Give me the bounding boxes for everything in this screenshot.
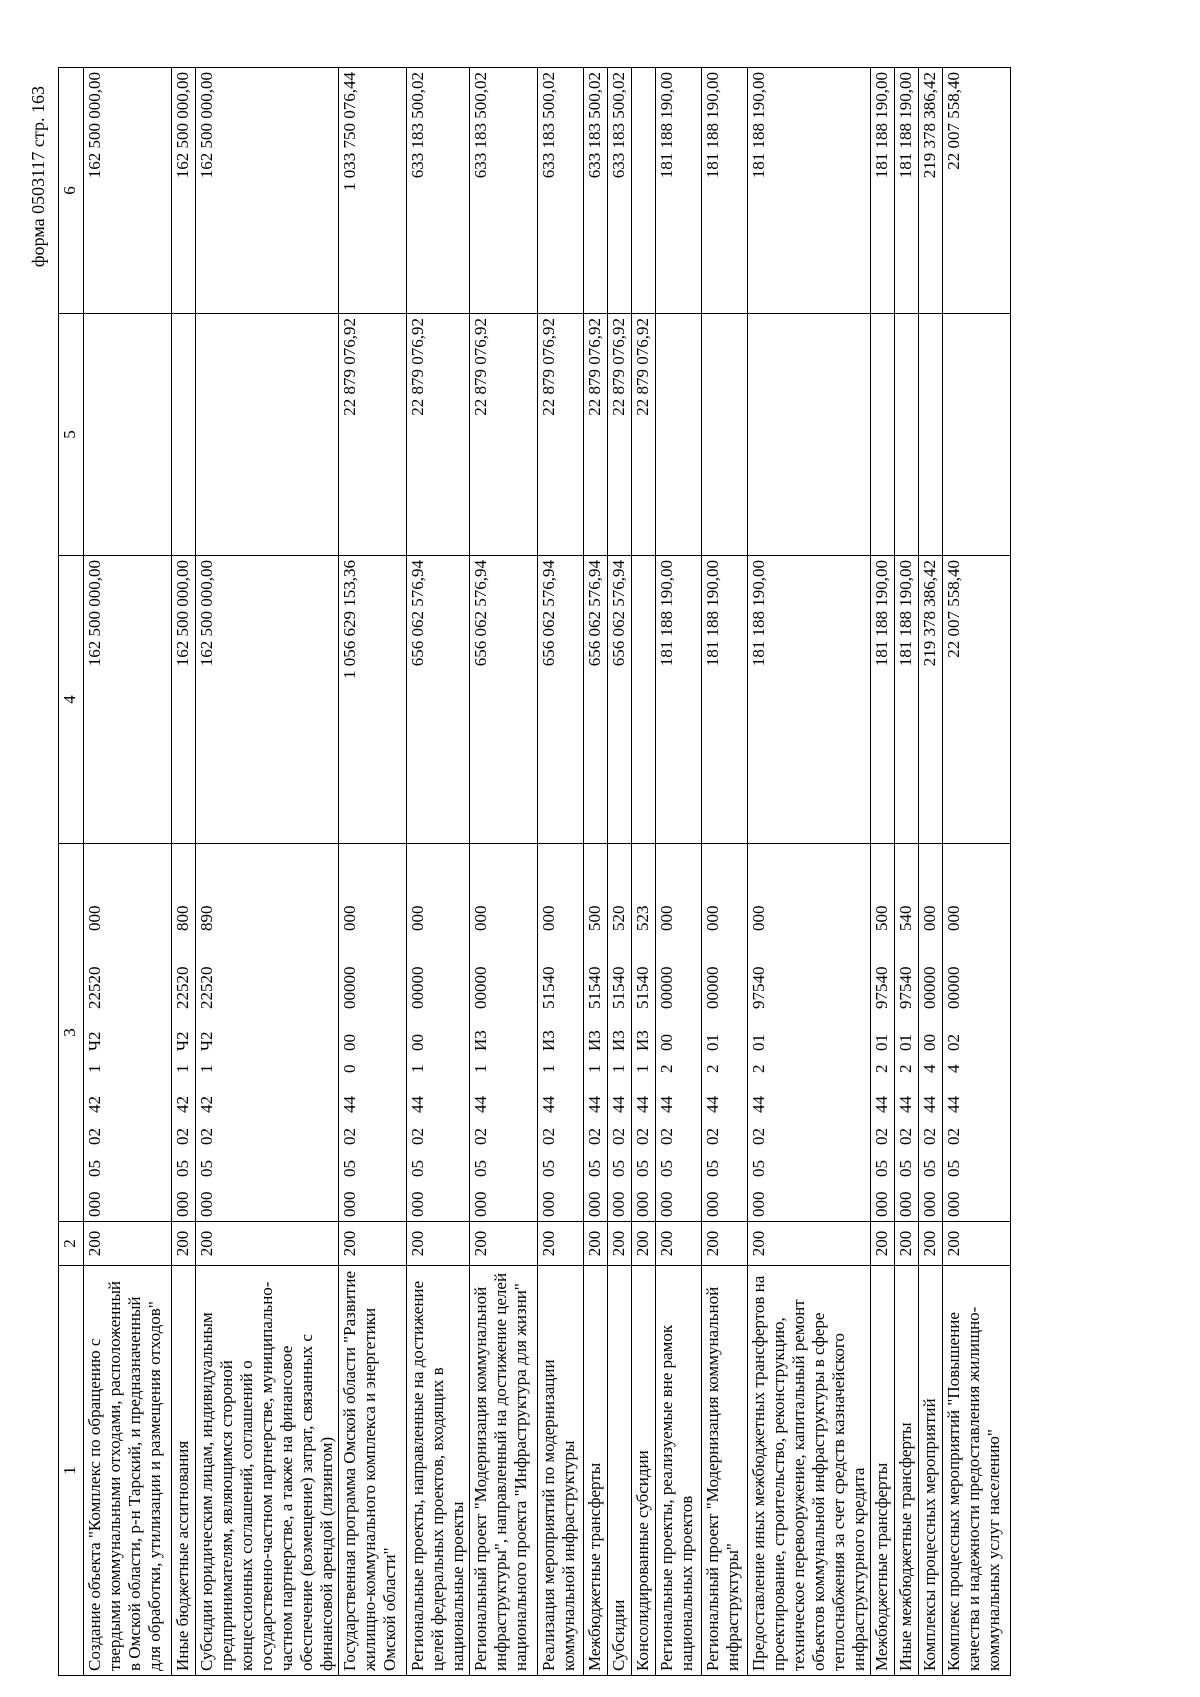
classification-code-cell <box>871 844 895 1222</box>
code-part: 02 <box>657 1128 676 1145</box>
code-part: 2 <box>749 1064 768 1073</box>
code-part: 000 <box>539 1191 558 1217</box>
row-name-cell: Иные бюджетные ассигнования <box>172 1266 196 1676</box>
code-part: 01 <box>872 1034 891 1051</box>
form-header: форма 0503117 стр. 163 <box>28 86 48 268</box>
line-code-cell: 200 <box>919 1222 943 1266</box>
approved-amount-cell: 181 188 190,00 <box>748 556 871 844</box>
code-part: 05 <box>539 1160 558 1177</box>
line-code-cell: 200 <box>656 1222 702 1266</box>
code-part: 44 <box>920 1096 939 1113</box>
classification-code-cell <box>84 844 172 1222</box>
code-part: 1 <box>471 1064 490 1073</box>
table-row <box>656 68 702 1676</box>
row-name-cell: Комплексы процессных мероприятий <box>919 1266 943 1676</box>
code-part: 51540 <box>633 966 652 1009</box>
executed-amount-cell: 219 378 386,42 <box>919 68 943 314</box>
code-part: 05 <box>944 1160 963 1177</box>
separate-amount-cell: 22 879 076,92 <box>632 314 656 556</box>
report-page <box>20 66 1070 1676</box>
code-part: 520 <box>609 905 628 931</box>
row-name-cell: Региональные проекты, направленные на достижение целей федеральных проектов, входящих в национальные проекты <box>407 1266 470 1676</box>
table-row <box>172 68 196 1676</box>
line-code-cell: 200 <box>748 1222 871 1266</box>
code-part: 44 <box>539 1096 558 1113</box>
code-part: 22520 <box>197 966 216 1009</box>
table-row <box>84 68 172 1676</box>
row-name-cell: Создание объекта "Комплекс по обращению с твердыми коммунальными отходами, расположенный в Омской области, р-н Тарский, и предназначенный для обработки, утилизации и размещения отходов" <box>84 1266 172 1676</box>
classification-code-cell <box>895 844 919 1222</box>
code-part: 2 <box>657 1064 676 1073</box>
code-part: 1 <box>633 1064 652 1073</box>
code-part: 1 <box>609 1064 628 1073</box>
code-part: 000 <box>408 1191 427 1217</box>
classification-code-cell <box>407 844 470 1222</box>
classification-code-cell <box>538 844 584 1222</box>
separate-amount-cell: 22 879 076,92 <box>339 314 407 556</box>
approved-amount-cell: 162 500 000,00 <box>84 556 172 844</box>
code-part: 05 <box>609 1160 628 1177</box>
approved-amount-cell: 656 062 576,94 <box>584 556 608 844</box>
code-part: 000 <box>657 905 676 931</box>
classification-code-cell <box>584 844 608 1222</box>
code-part: 01 <box>896 1034 915 1051</box>
code-part: И3 <box>633 1030 652 1051</box>
code-part: 1 <box>408 1064 427 1073</box>
code-part: 02 <box>633 1128 652 1145</box>
classification-code-cell <box>919 844 943 1222</box>
line-code-cell: 200 <box>943 1222 1011 1266</box>
code-part: 000 <box>896 1191 915 1217</box>
executed-amount-cell: 633 183 500,02 <box>584 68 608 314</box>
code-part: И3 <box>471 1030 490 1051</box>
code-part: 00000 <box>408 966 427 1009</box>
code-part: 00 <box>408 1034 427 1051</box>
code-part: 000 <box>657 1191 676 1217</box>
executed-amount-cell: 1 033 750 076,44 <box>339 68 407 314</box>
code-part: 05 <box>340 1160 359 1177</box>
code-part: 00000 <box>703 966 722 1009</box>
separate-amount-cell <box>871 314 895 556</box>
separate-amount-cell: 22 879 076,92 <box>470 314 538 556</box>
separate-amount-cell: 22 879 076,92 <box>584 314 608 556</box>
executed-amount-cell: 633 183 500,02 <box>407 68 470 314</box>
classification-code-cell <box>748 844 871 1222</box>
code-part: 000 <box>944 1191 963 1217</box>
code-part: 44 <box>585 1096 604 1113</box>
approved-amount-cell: 656 062 576,94 <box>608 556 632 844</box>
approved-amount-cell: 22 007 558,40 <box>943 556 1011 844</box>
code-part: 1 <box>197 1064 216 1073</box>
row-name-cell: Субсидии <box>608 1266 632 1676</box>
approved-amount-cell: 656 062 576,94 <box>470 556 538 844</box>
executed-amount-cell: 162 500 000,00 <box>196 68 339 314</box>
table-row <box>943 68 1011 1676</box>
code-part: 44 <box>944 1096 963 1113</box>
column-header: 6 <box>59 68 84 314</box>
code-part: 500 <box>585 905 604 931</box>
code-part: 05 <box>197 1160 216 1177</box>
separate-amount-cell <box>748 314 871 556</box>
classification-code-cell <box>608 844 632 1222</box>
code-part: 000 <box>703 1191 722 1217</box>
row-name-cell: Консолидированные субсидии <box>632 1266 656 1676</box>
separate-amount-cell: 22 879 076,92 <box>538 314 584 556</box>
separate-amount-cell <box>196 314 339 556</box>
code-part: 05 <box>872 1160 891 1177</box>
table-row <box>407 68 470 1676</box>
line-code-cell: 200 <box>172 1222 196 1266</box>
code-part: 01 <box>749 1034 768 1051</box>
code-part: 02 <box>609 1128 628 1145</box>
executed-amount-cell: 633 183 500,02 <box>608 68 632 314</box>
separate-amount-cell <box>84 314 172 556</box>
classification-code-cell <box>470 844 538 1222</box>
classification-code-cell <box>943 844 1011 1222</box>
code-part: 05 <box>920 1160 939 1177</box>
code-part: 44 <box>703 1096 722 1113</box>
executed-amount-cell: 162 500 000,00 <box>172 68 196 314</box>
code-part: 000 <box>633 1191 652 1217</box>
code-part: 500 <box>872 905 891 931</box>
code-part: 1 <box>85 1064 104 1073</box>
code-part: И3 <box>539 1030 558 1051</box>
classification-code-cell <box>339 844 407 1222</box>
code-part: 000 <box>408 905 427 931</box>
approved-amount-cell: 181 188 190,00 <box>871 556 895 844</box>
table-row <box>339 68 407 1676</box>
approved-amount-cell: 656 062 576,94 <box>538 556 584 844</box>
code-part: 44 <box>633 1096 652 1113</box>
row-name-cell: Межбюджетные трансферты <box>871 1266 895 1676</box>
code-part: 44 <box>896 1096 915 1113</box>
classification-code-cell <box>656 844 702 1222</box>
row-name-cell: Региональный проект "Модернизация коммунальной инфраструктуры" <box>702 1266 748 1676</box>
code-part: 2 <box>896 1064 915 1073</box>
code-part: 000 <box>944 905 963 931</box>
separate-amount-cell: 22 879 076,92 <box>407 314 470 556</box>
code-part: 42 <box>85 1096 104 1113</box>
code-part: 000 <box>85 905 104 931</box>
code-part: 51540 <box>609 966 628 1009</box>
code-part: 05 <box>408 1160 427 1177</box>
code-part: 000 <box>471 905 490 931</box>
row-name-cell: Государственная программа Омской области "Развитие жилищно-коммунального комплекса и энергетики Омской области" <box>339 1266 407 1676</box>
code-part: 000 <box>920 905 939 931</box>
code-part: 000 <box>85 1191 104 1217</box>
code-part: 05 <box>471 1160 490 1177</box>
table-row <box>196 68 339 1676</box>
separate-amount-cell <box>895 314 919 556</box>
column-header: 4 <box>59 556 84 844</box>
code-part: 1 <box>585 1064 604 1073</box>
code-part: 51540 <box>585 966 604 1009</box>
code-part: 000 <box>920 1191 939 1217</box>
row-name-cell: Предоставление иных межбюджетных трансфертов на проектирование, строительство, реконструкцию, техническое перевооружение, капитальный ремонт объектов коммунальной инфраструктуры в сфере теплоснабжения за счет средств казначейского инфраструктурного кредита <box>748 1266 871 1676</box>
approved-amount-cell: 181 188 190,00 <box>895 556 919 844</box>
classification-code-cell <box>632 844 656 1222</box>
code-part: 00000 <box>340 966 359 1009</box>
classification-code-cell <box>702 844 748 1222</box>
code-part: 000 <box>749 905 768 931</box>
code-part: 02 <box>471 1128 490 1145</box>
code-part: 05 <box>173 1160 192 1177</box>
code-part: 00000 <box>920 966 939 1009</box>
separate-amount-cell <box>172 314 196 556</box>
line-code-cell: 200 <box>702 1222 748 1266</box>
table-row <box>584 68 608 1676</box>
code-part: Ч2 <box>173 1031 192 1051</box>
table-row <box>871 68 895 1676</box>
approved-amount-cell: 656 062 576,94 <box>407 556 470 844</box>
code-part: 00 <box>657 1034 676 1051</box>
row-name-cell: Межбюджетные трансферты <box>584 1266 608 1676</box>
executed-amount-cell: 181 188 190,00 <box>748 68 871 314</box>
code-part: 000 <box>703 905 722 931</box>
code-part: 000 <box>340 1191 359 1217</box>
code-part: 97540 <box>896 966 915 1009</box>
row-name-cell: Региональные проекты, реализуемые вне рамок национальных проектов <box>656 1266 702 1676</box>
table-row <box>632 68 656 1676</box>
separate-amount-cell <box>656 314 702 556</box>
code-part: 00 <box>920 1034 939 1051</box>
code-part: 800 <box>173 905 192 931</box>
column-header: 2 <box>59 1222 84 1266</box>
code-part: 000 <box>872 1191 891 1217</box>
code-part: 1 <box>173 1064 192 1073</box>
code-part: 44 <box>471 1096 490 1113</box>
code-part: 02 <box>340 1128 359 1145</box>
line-code-cell: 200 <box>895 1222 919 1266</box>
line-code-cell: 200 <box>584 1222 608 1266</box>
table-row <box>702 68 748 1676</box>
code-part: 05 <box>585 1160 604 1177</box>
column-header: 5 <box>59 314 84 556</box>
line-code-cell: 200 <box>407 1222 470 1266</box>
code-part: 44 <box>408 1096 427 1113</box>
line-code-cell: 200 <box>871 1222 895 1266</box>
executed-amount-cell: 633 183 500,02 <box>470 68 538 314</box>
line-code-cell: 200 <box>470 1222 538 1266</box>
code-part: 44 <box>657 1096 676 1113</box>
code-part: 000 <box>539 905 558 931</box>
code-part: Ч2 <box>85 1031 104 1051</box>
code-part: 4 <box>920 1064 939 1073</box>
code-part: 0 <box>340 1064 359 1073</box>
code-part: И3 <box>585 1030 604 1051</box>
code-part: 02 <box>944 1128 963 1145</box>
table-row <box>748 68 871 1676</box>
code-part: 000 <box>173 1191 192 1217</box>
code-part: 000 <box>340 905 359 931</box>
column-number-row <box>59 68 84 1676</box>
code-part: 000 <box>471 1191 490 1217</box>
code-part: 05 <box>633 1160 652 1177</box>
approved-amount-cell <box>632 556 656 844</box>
row-name-cell: Комплекс процессных мероприятий "Повышение качества и надежности предоставления жилищно-коммунальных услуг населению" <box>943 1266 1011 1676</box>
code-part: 000 <box>197 1191 216 1217</box>
separate-amount-cell <box>943 314 1011 556</box>
executed-amount-cell: 633 183 500,02 <box>538 68 584 314</box>
code-part: 05 <box>896 1160 915 1177</box>
code-part: 02 <box>872 1128 891 1145</box>
code-part: 05 <box>657 1160 676 1177</box>
code-part: 44 <box>872 1096 891 1113</box>
line-code-cell: 200 <box>538 1222 584 1266</box>
approved-amount-cell: 219 378 386,42 <box>919 556 943 844</box>
code-part: 1 <box>539 1064 558 1073</box>
code-part: 000 <box>749 1191 768 1217</box>
row-name-cell: Иные межбюджетные трансферты <box>895 1266 919 1676</box>
code-part: 02 <box>85 1128 104 1145</box>
separate-amount-cell <box>919 314 943 556</box>
code-part: 51540 <box>539 966 558 1009</box>
separate-amount-cell <box>702 314 748 556</box>
code-part: 000 <box>585 1191 604 1217</box>
table-row <box>919 68 943 1676</box>
code-part: 00 <box>340 1034 359 1051</box>
code-part: 4 <box>944 1064 963 1073</box>
approved-amount-cell: 181 188 190,00 <box>656 556 702 844</box>
executed-amount-cell: 181 188 190,00 <box>895 68 919 314</box>
approved-amount-cell: 1 056 629 153,36 <box>339 556 407 844</box>
code-part: 01 <box>703 1034 722 1051</box>
row-name-cell: Субсидии юридическим лицам, индивидуальным предпринимателям, являющимся стороной концессионных соглашений, соглашений о государственно-частном партнерстве, муниципально-частном партнерстве, а также на финансовое обеспечение (возмещение) затрат, связанных с финансовой арендой (лизингом) <box>196 1266 339 1676</box>
line-code-cell: 200 <box>196 1222 339 1266</box>
line-code-cell: 200 <box>84 1222 172 1266</box>
row-name-cell: Региональный проект "Модернизация коммунальной инфраструктуры", направленный на достижение целей национального проекта "Инфраструктура для жизни" <box>470 1266 538 1676</box>
code-part: Ч2 <box>197 1031 216 1051</box>
code-part: 02 <box>173 1128 192 1145</box>
code-part: 02 <box>944 1034 963 1051</box>
code-part: 42 <box>173 1096 192 1113</box>
line-code-cell: 200 <box>608 1222 632 1266</box>
classification-code-cell <box>196 844 339 1222</box>
column-header: 3 <box>59 844 84 1222</box>
code-part: 00000 <box>944 966 963 1009</box>
code-part: 02 <box>703 1128 722 1145</box>
separate-amount-cell: 22 879 076,92 <box>608 314 632 556</box>
column-header: 1 <box>59 1266 84 1676</box>
executed-amount-cell: 181 188 190,00 <box>702 68 748 314</box>
table-row <box>470 68 538 1676</box>
code-part: И3 <box>609 1030 628 1051</box>
code-part: 02 <box>408 1128 427 1145</box>
code-part: 44 <box>340 1096 359 1113</box>
code-part: 00000 <box>471 966 490 1009</box>
code-part: 02 <box>920 1128 939 1145</box>
code-part: 05 <box>749 1160 768 1177</box>
line-code-cell: 200 <box>339 1222 407 1266</box>
code-part: 02 <box>749 1128 768 1145</box>
code-part: 000 <box>609 1191 628 1217</box>
code-part: 02 <box>585 1128 604 1145</box>
table-row <box>895 68 919 1676</box>
code-part: 890 <box>197 905 216 931</box>
code-part: 44 <box>749 1096 768 1113</box>
code-part: 42 <box>197 1096 216 1113</box>
approved-amount-cell: 181 188 190,00 <box>702 556 748 844</box>
executed-amount-cell <box>632 68 656 314</box>
budget-table <box>58 67 1011 1676</box>
line-code-cell: 200 <box>632 1222 656 1266</box>
code-part: 540 <box>896 905 915 931</box>
executed-amount-cell: 181 188 190,00 <box>656 68 702 314</box>
code-part: 05 <box>703 1160 722 1177</box>
code-part: 02 <box>896 1128 915 1145</box>
code-part: 02 <box>197 1128 216 1145</box>
code-part: 05 <box>85 1160 104 1177</box>
approved-amount-cell: 162 500 000,00 <box>196 556 339 844</box>
row-name-cell: Реализация мероприятий по модернизации коммунальной инфраструктуры <box>538 1266 584 1676</box>
code-part: 97540 <box>872 966 891 1009</box>
code-part: 02 <box>539 1128 558 1145</box>
executed-amount-cell: 162 500 000,00 <box>84 68 172 314</box>
code-part: 00000 <box>657 966 676 1009</box>
table-row <box>538 68 584 1676</box>
code-part: 2 <box>872 1064 891 1073</box>
executed-amount-cell: 22 007 558,40 <box>943 68 1011 314</box>
classification-code-cell <box>172 844 196 1222</box>
code-part: 44 <box>609 1096 628 1113</box>
code-part: 97540 <box>749 966 768 1009</box>
table-row <box>608 68 632 1676</box>
approved-amount-cell: 162 500 000,00 <box>172 556 196 844</box>
code-part: 22520 <box>85 966 104 1009</box>
code-part: 22520 <box>173 966 192 1009</box>
code-part: 2 <box>703 1064 722 1073</box>
executed-amount-cell: 181 188 190,00 <box>871 68 895 314</box>
code-part: 523 <box>633 905 652 931</box>
